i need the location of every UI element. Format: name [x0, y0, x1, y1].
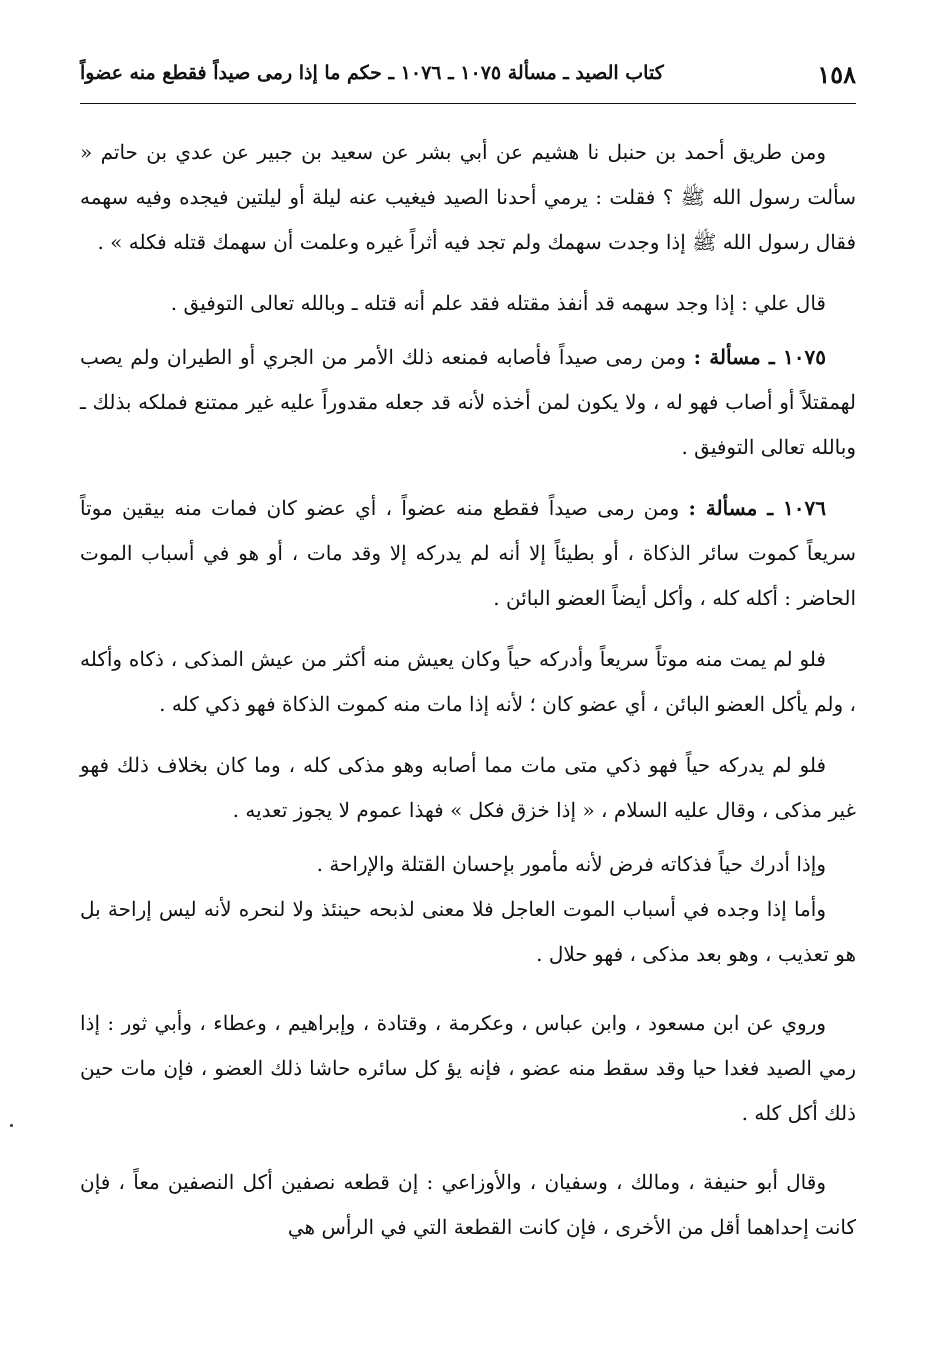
paragraph-text: ومن رمى صيداً فأصابه فمنعه ذلك الأمر من الجري أو الطيران ولم يصب لهمقتلاً أو أصاب فهو له ، ولا يكون لمن أخذه لأنه قد جعله مقدوراً عليه غير ممتنع فملكه بذلك ـ وبالله تعالى التوفيق .: [80, 345, 856, 459]
paragraph-text: فلو لم يمت منه موتاً سريعاً وأدركه حياً وكان يعيش منه أكثر من عيش المذكى ، ذكاه وأكله ، ولم يأكل العضو البائن ، أي عضو كان ؛ لأنه إذا مات منه كموت الذكاة فهو ذكي كله .: [80, 647, 856, 716]
paragraph-dhakat: [80, 842, 856, 887]
paragraph-text: وقال أبو حنيفة ، ومالك ، وسفيان ، والأوزاعي : إن قطعه نصفين أكل النصفين معاً ، فإن كانت إحداهما أقل من الأخرى ، فإن كانت القطعة التي في الرأس هي: [80, 1170, 856, 1239]
masala-label: ١٠٧٥ ـ مسألة :: [693, 345, 826, 369]
paragraph-text: قال علي : إذا وجد سهمه قد أنفذ مقتله فقد علم أنه قتله ـ وبالله تعالى التوفيق .: [170, 291, 826, 315]
paragraph-text: وروي عن ابن مسعود ، وابن عباس ، وعكرمة ، وقتادة ، وإبراهيم ، وعطاء ، وأبي ثور : إذا رمي الصيد فغدا حيا وقد سقط منه عضو ، فإنه يؤ كل سائره حاشا ذلك العضو ، فإن مات حين ذلك أكل كله .: [80, 1011, 856, 1125]
paragraph-qala-ali: [80, 281, 856, 326]
paragraph-ruwiya: [80, 1001, 856, 1136]
paragraph-masala-1076: [80, 486, 856, 621]
paragraph-text: وأما إذا وجده في أسباب الموت العاجل فلا معنى لذبحه حينئذ ولا لنحره لأنه ليس إراحة بل هو تعذيب ، وهو بعد مذكى ، فهو حلال .: [80, 897, 856, 966]
masala-label: ١٠٧٦ ـ مسألة :: [688, 496, 827, 520]
paragraph-lam-yamut: [80, 637, 856, 727]
running-title: كتاب الصيد ـ مسألة ١٠٧٥ ـ ١٠٧٦ ـ حكم ما إذا رمى صيداً فقطع منه عضواً: [80, 62, 664, 84]
paragraph-masala-1075: [80, 335, 856, 470]
paragraph-abu-hanifa: [80, 1160, 856, 1250]
page-number: ١٥٨: [817, 60, 856, 89]
margin-dot: [10, 1124, 13, 1127]
paragraph-text: فلو لم يدركه حياً فهو ذكي متى مات مما أصابه وهو مذكى كله ، وما كان بخلاف ذلك فهو غير مذكى ، وقال عليه السلام ، « إذا خزق فكل » فهذا عموم لا يجوز تعديه .: [80, 753, 856, 822]
page-header: [80, 52, 856, 98]
paragraph-text: ومن رمى صيداً فقطع منه عضواً ، أي عضو كان فمات منه بيقين موتاً سريعاً كموت سائر الذكاة ، أو بطيئاً إلا أنه لم يدركه إلا وقد مات ، أو هو في أسباب الموت الحاضر : أكله كله ، وأكل أيضاً العضو البائن .: [80, 496, 856, 610]
paragraph-hadith: [80, 130, 856, 265]
paragraph-mawt-ajil: [80, 887, 856, 977]
paragraph-text: ومن طريق أحمد بن حنبل نا هشيم عن أبي بشر عن سعيد بن جبير عن عدي بن حاتم « سألت رسول الله ﷺ ؟ فقلت : يرمي أحدنا الصيد فيغيب عنه ليلة أو ليلتين فيجده وفيه سهمه فقال رسول الله ﷺ إذا وجدت سهمك ولم تجد فيه أثراً غيره وعلمت أن سهمك قتله فكله » .: [80, 140, 856, 254]
header-rule: [80, 103, 856, 104]
paragraph-text: وإذا أدرك حياً فذكاته فرض لأنه مأمور بإحسان القتلة والإراحة .: [316, 852, 826, 876]
page-body: [80, 130, 856, 1250]
paragraph-lam-yudrik: [80, 743, 856, 833]
